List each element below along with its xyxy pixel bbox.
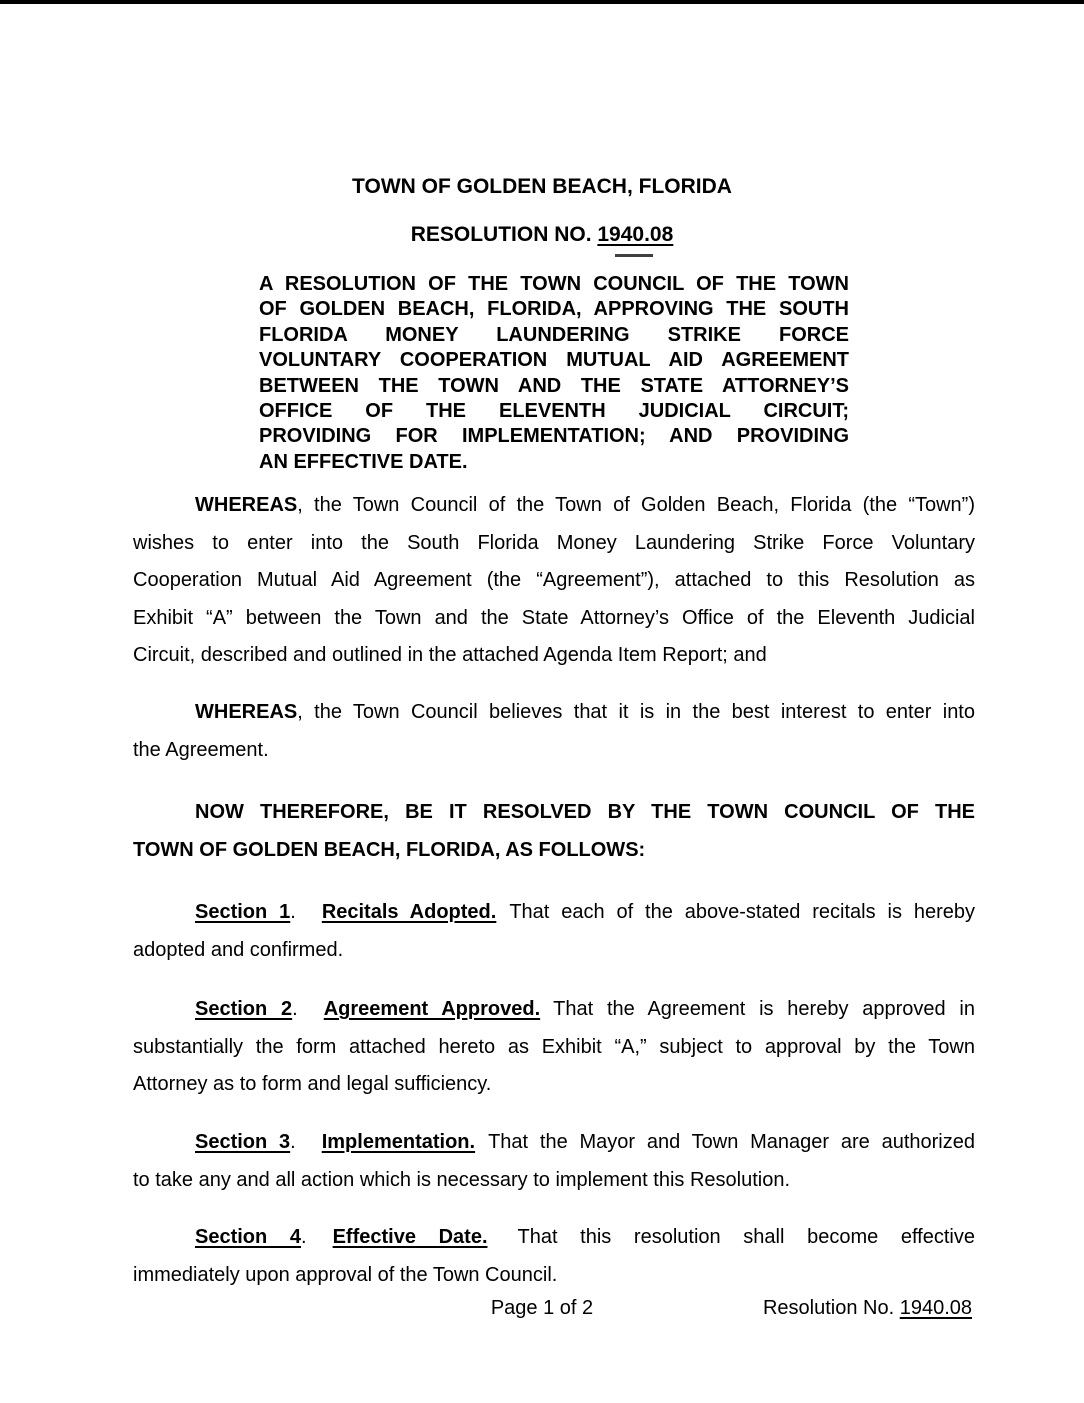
resolution-caption-block: A RESOLUTION OF THE TOWN COUNCIL OF THE TOWN OF GOLDEN BEACH, FLORIDA, APPROVING THE SOUTH FLORIDA MONEY LAUNDERING STRIKE FORCE VOLUNTARY COOPERATION MUTUAL AID AGREEMENT BETWEEN THE TOWN AND THE STATE ATTORNEY’S OFFICE OF THE ELEVENTH JUDICIAL CIRCUIT; PROVIDING FOR IMPLEMENTATION; AND PROVIDING AN EFFECTIVE DATE.: [259, 273, 849, 473]
footer-resolution-value: 1940.08: [899, 1297, 972, 1319]
resolution-number-heading: [28, 222, 1056, 248]
page-number-label: Page 1 of 2: [490, 1297, 594, 1319]
now-therefore-paragraph: NOW THEREFORE, BE IT RESOLVED BY THE TOWN COUNCIL OF THE TOWN OF GOLDEN BEACH, FLORIDA, AS FOLLOWS:: [133, 801, 975, 861]
section-4-paragraph: Section 4. Effective Date. That this resolution shall become effective immediately upon approval of the Town Council.: [133, 1226, 975, 1286]
scan-artifact-dash: [615, 254, 653, 257]
whereas-paragraph-1: WHEREAS, the Town Council of the Town of Golden Beach, Florida (the “Town”) wishes to enter into the South Florida Money Laundering Strike Force Voluntary Cooperation Mutual Aid Agreement (the “Agreement”), attached to this Resolution as Exhibit “A” between the Town and the State Attorney’s Office of the Eleventh Judicial Circuit, described and outlined in the attached Agenda Item Report; and: [133, 494, 975, 666]
resolution-number-value: 1940.08: [597, 223, 674, 246]
section-1-paragraph: Section 1. Recitals Adopted. That each of the above-stated recitals is hereby adopted and confirmed.: [133, 901, 975, 961]
whereas-paragraph-2: WHEREAS, the Town Council believes that it is in the best interest to enter into the Agreement.: [133, 701, 975, 761]
page-footer: [0, 1295, 1084, 1321]
footer-resolution-prefix: Resolution No.: [762, 1297, 900, 1319]
section-3-paragraph: Section 3. Implementation. That the Mayor and Town Manager are authorized to take any and all action which is necessary to implement this Resolution.: [133, 1131, 975, 1191]
footer-resolution-number: [763, 1295, 972, 1321]
top-scan-edge-line: [0, 0, 1084, 4]
resolution-number-prefix: RESOLUTION NO.: [410, 223, 598, 246]
section-2-paragraph: Section 2. Agreement Approved. That the Agreement is hereby approved in substantially the form attached hereto as Exhibit “A,” subject to approval by the Town Attorney as to form and legal sufficiency.: [133, 998, 975, 1095]
document-title: TOWN OF GOLDEN BEACH, FLORIDA: [352, 175, 732, 198]
